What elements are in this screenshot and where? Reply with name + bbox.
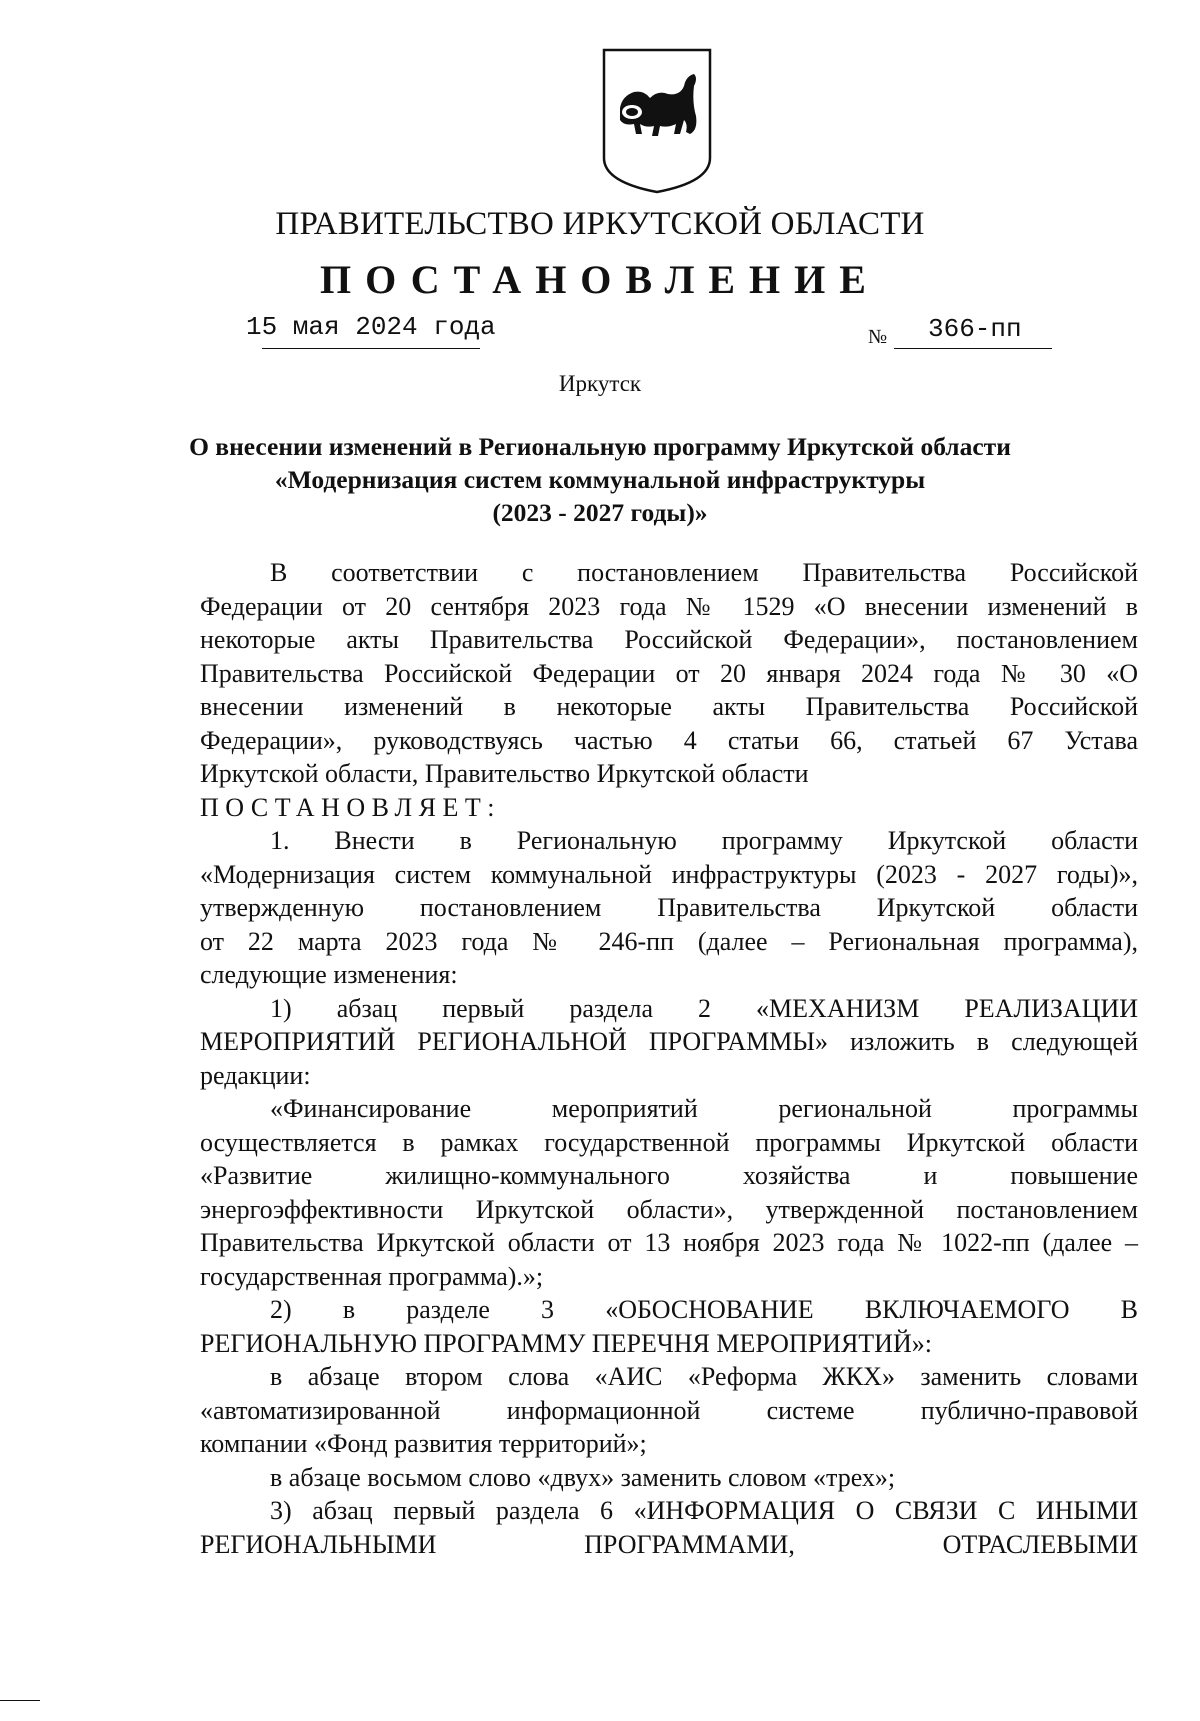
text-line: Федерации от 20 сентября 2023 года № 1529 «О внесении изменений в: [200, 591, 1138, 621]
decree-number: 366-пп: [928, 314, 1022, 344]
text-line: РЕГИОНАЛЬНЫМИ ПРОГРАММАМИ, ОТРАСЛЕВЫМИ: [200, 1529, 1138, 1559]
text-line: В соответствии с постановлением Правительства Российской: [270, 558, 1138, 587]
text-line: Правительства Иркутской области от 13 ноября 2023 года № 1022-пп (далее –: [200, 1228, 1138, 1257]
text-line: «Финансирование мероприятий региональной программы: [270, 1094, 1138, 1123]
text-line: «Модернизация систем коммунальной инфраструктуры (2023 - 2027 годы)»,: [200, 859, 1138, 889]
coat-of-arms-emblem: [600, 46, 714, 196]
text-line: Федерации», руководствуясь частью 4 статьи 66, статьей 67 Устава: [200, 725, 1138, 755]
paragraph-paragraph-eight: [200, 1461, 1138, 1495]
text-line: компании «Фонд развития территорий»;: [200, 1429, 647, 1458]
paragraph-paragraph-two: [200, 1360, 1138, 1461]
text-line: 1) абзац первый раздела 2 «МЕХАНИЗМ РЕАЛИЗАЦИИ: [270, 993, 1138, 1023]
text-line: МЕРОПРИЯТИЙ РЕГИОНАЛЬНОЙ ПРОГРАММЫ» изложить в следующей: [200, 1027, 1138, 1056]
resolves-word: ПОСТАНОВЛЯЕТ:: [200, 792, 501, 822]
text-line: РЕГИОНАЛЬНУЮ ПРОГРАММУ ПЕРЕЧНЯ МЕРОПРИЯТИЙ»:: [200, 1328, 932, 1358]
text-line: Правительства Российской Федерации от 20 января 2024 года № 30 «О: [200, 658, 1138, 688]
text-line: «Развитие жилищно-коммунального хозяйства и повышение: [200, 1161, 1138, 1190]
text-line: Иркутской области, Правительство Иркутской области: [200, 759, 809, 788]
text-line: энергоэффективности Иркутской области», утвержденной постановлением: [200, 1194, 1138, 1224]
paragraph-subitem-1: [200, 992, 1138, 1093]
paragraph-quote-financing: [200, 1092, 1138, 1293]
number-sign: №: [868, 326, 888, 348]
text-line: 2) в разделе 3 «ОБОСНОВАНИЕ ВКЛЮЧАЕМОГО В: [270, 1295, 1138, 1324]
text-line: 3) абзац первый раздела 6 «ИНФОРМАЦИЯ О СВЯЗИ С ИНЫМИ: [270, 1496, 1138, 1525]
paragraph-subitem-3: [200, 1494, 1138, 1561]
text-line: осуществляется в рамках государственной программы Иркутской области: [200, 1127, 1138, 1157]
date-underline: [262, 348, 480, 349]
title-line: «Модернизация систем коммунальной инфраструктуры: [274, 465, 926, 494]
text-line: внесении изменений в некоторые акты Правительства Российской: [200, 692, 1138, 721]
government-name: ПРАВИТЕЛЬСТВО ИРКУТСКОЙ ОБЛАСТИ: [275, 206, 925, 242]
text-line: «автоматизированной информационной системе публично-правовой: [200, 1395, 1138, 1425]
text-line: редакции:: [200, 1060, 311, 1090]
text-line: некоторые акты Правительства Российской Федерации», постановлением: [200, 625, 1138, 654]
paragraph-subitem-2: [200, 1293, 1138, 1360]
text-line: в абзаце восьмом слово «двух» заменить словом «трех»;: [270, 1462, 896, 1492]
text-line: от 22 марта 2023 года № 246-пп (далее – Региональная программа),: [200, 926, 1138, 956]
text-line: 1. Внести в Региональную программу Иркутской области: [270, 826, 1138, 855]
number-underline: [894, 348, 1052, 349]
decree-date: 15 мая 2024 года: [246, 312, 496, 342]
title-line: О внесении изменений в Региональную программу Иркутской области: [189, 432, 1011, 461]
paragraph-preamble: [200, 556, 1138, 791]
text-line: утвержденную постановлением Правительства Иркутской области: [200, 893, 1138, 922]
document-title: [180, 430, 1020, 529]
document-type: ПОСТАНОВЛЕНИЕ: [320, 257, 880, 302]
text-line: государственная программа).»;: [200, 1261, 544, 1291]
margin-mark: [0, 1700, 40, 1701]
text-line: в абзаце втором слова «АИС «Реформа ЖКХ» заменить словами: [270, 1362, 1138, 1391]
text-line: следующие изменения:: [200, 960, 458, 989]
title-line: (2023 - 2027 годы)»: [492, 498, 708, 527]
city: Иркутск: [558, 371, 642, 396]
document-body: [200, 556, 1138, 1561]
paragraph-item-1: [200, 824, 1138, 992]
